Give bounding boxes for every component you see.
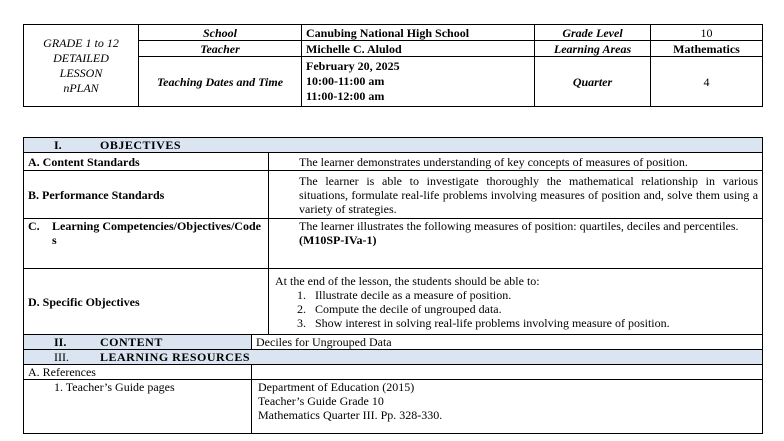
content-title: CONTENT (100, 335, 163, 349)
specific-objectives-intro: At the end of the lesson, the students should be able to: (275, 273, 540, 288)
competencies-letter: C. (28, 219, 40, 233)
objectives-section-header (24, 138, 763, 153)
learning-areas-value: Mathematics (651, 41, 763, 57)
performance-standards-label: B. Performance Standards (24, 171, 269, 219)
list-item: 3. Show interest in solving real-life problems involving measure of position. (297, 315, 670, 330)
specific-objectives-label: D. Specific Objectives (24, 269, 269, 335)
header-table (23, 24, 763, 107)
time-line-2: 11:00-12:00 am (306, 89, 385, 103)
title-line-4: nPLAN (63, 80, 99, 95)
references-value (252, 365, 763, 380)
quarter-label: Quarter (535, 57, 651, 107)
teaching-dates-label: Teaching Dates and Time (139, 57, 302, 107)
teaching-dates-value (302, 57, 535, 107)
title-line-1: GRADE 1 to 12 (43, 35, 119, 50)
learning-resources-header (24, 350, 763, 365)
lesson-plan-title (24, 25, 139, 107)
list-item: 1. Illustrate decile as a measure of position. (297, 287, 512, 302)
teacher-value: Michelle C. Alulod (302, 41, 535, 57)
teacher-label: Teacher (139, 41, 302, 57)
content-section-header (24, 335, 252, 350)
specific-objectives-value (269, 269, 763, 335)
learning-areas-label: Learning Areas (535, 41, 651, 57)
learning-competencies-label (24, 219, 269, 269)
teachers-guide-label: 1. Teacher’s Guide pages (24, 380, 252, 434)
list-item: 2. Compute the decile of ungrouped data. (297, 301, 502, 316)
time-line-1: 10:00-11:00 am (306, 74, 385, 88)
resources-title: LEARNING RESOURCES (100, 350, 251, 364)
title-line-3: LESSON (59, 65, 103, 80)
content-standards-label: A. Content Standards (24, 153, 269, 171)
content-number: II. (54, 335, 67, 349)
performance-standards-value: The learner is able to investigate thoroughly the mathematical relationship in various situations, formulate real-life problems involving measures of position and, solve them using a variety of strategies. (269, 171, 763, 219)
school-value: Canubing National High School (302, 25, 535, 41)
competencies-text: Learning Competencies/Objectives/Code s (52, 219, 261, 247)
lesson-plan-table (23, 137, 763, 434)
date-line: February 20, 2025 (306, 59, 400, 73)
teachers-guide-value (252, 380, 763, 434)
objectives-number: I. (54, 138, 62, 152)
school-label: School (139, 25, 302, 41)
grade-level-value: 10 (651, 25, 763, 41)
tg-line-1: Department of Education (2015) (258, 380, 415, 394)
objectives-title: OBJECTIVES (100, 138, 182, 152)
quarter-value: 4 (651, 57, 763, 107)
content-value: Deciles for Ungrouped Data (252, 335, 763, 350)
title-line-2: DETAILED (53, 50, 109, 65)
resources-number: III. (54, 350, 69, 364)
specific-objectives-list (297, 288, 758, 330)
grade-level-label: Grade Level (535, 25, 651, 41)
references-label: A. References (24, 365, 252, 380)
content-standards-value: The learner demonstrates understanding of key concepts of measures of position. (269, 153, 763, 171)
competencies-description: The learner illustrates the following measures of position: quartiles, deciles and percentiles. (299, 219, 739, 233)
tg-line-2: Teacher’s Guide Grade 10 (258, 394, 384, 408)
tg-line-3: Mathematics Quarter III. Pp. 328-330. (258, 408, 443, 422)
learning-competencies-value (269, 219, 763, 269)
competency-code: (M10SP-IVa-1) (299, 233, 377, 247)
